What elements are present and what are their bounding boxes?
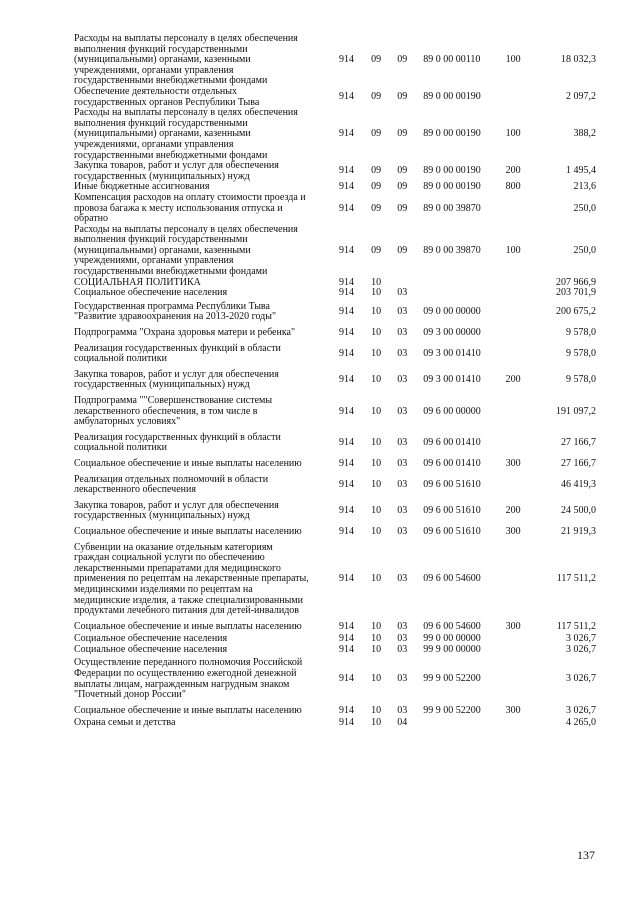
row-target-article-code: 89 0 00 00190	[423, 128, 481, 140]
row-name-text: Компенсация расходов на оплату стоимости проезда и провоза багажа к месту использования отпуска и обратно	[74, 191, 306, 225]
row-subsection-code: 04	[397, 717, 408, 729]
row-subsection-code: 03	[397, 327, 408, 339]
row-name-text: Подпрограмма "Охрана здоровья матери и ребенка"	[74, 327, 296, 339]
row-expense-type-code	[506, 288, 534, 299]
row-department-code: 914	[339, 717, 354, 729]
row-subsection-code: 03	[397, 704, 408, 716]
row-section-code: 10	[371, 633, 382, 645]
row-name	[74, 456, 339, 472]
row-department-code: 914	[339, 573, 354, 585]
row-name-text: Социальное обеспечение населения	[74, 287, 228, 299]
row-subsection-code: 09	[397, 202, 408, 214]
row-expense-type-code: 200	[505, 505, 521, 517]
row-amount: 388,2	[573, 128, 596, 140]
row-target-article-code: 09 6 00 51610	[423, 478, 481, 490]
row-name-text: Расходы на выплаты персоналу в целях обеспечения выполнения функций государственными (муниципальными) органами, казенными учреждениями, органами управления государственными внебюджетными фондами	[74, 223, 298, 278]
row-expense-type-code	[506, 393, 534, 430]
budget-table-body	[74, 34, 596, 729]
table-row	[74, 108, 596, 161]
row-amount: 24 500,0	[561, 505, 596, 517]
row-name-text: Обеспечение деятельности отдельных государственных органов Республики Тыва	[74, 85, 260, 108]
row-department-code: 914	[339, 244, 354, 256]
row-name	[74, 108, 339, 161]
row-name	[74, 393, 339, 430]
row-amount: 191 097,2	[556, 405, 596, 417]
row-section-code: 09	[371, 91, 382, 103]
row-target-article-code: 89 0 00 00110	[423, 54, 481, 66]
row-subsection-code: 03	[397, 306, 408, 318]
row-subsection-code: 03	[397, 287, 408, 299]
row-name-text: Расходы на выплаты персоналу в целях обеспечения выполнения функций государственными (муниципальными) органами, казенными учреждениями, органами управления государственными внебюджетными фондами	[74, 33, 298, 87]
row-name-text: Социальное обеспечение населения	[74, 643, 228, 655]
row-section-code: 10	[371, 573, 382, 585]
row-section-code: 10	[371, 327, 382, 339]
row-amount: 203 701,9	[556, 287, 596, 299]
row-subsection-code: 09	[397, 165, 408, 177]
table-row	[74, 193, 596, 225]
row-name	[74, 225, 339, 278]
row-section-code: 10	[371, 437, 382, 449]
row-department-code: 914	[339, 181, 354, 193]
row-name-text: Закупка товаров, работ и услуг для обеспечения государственных (муниципальных) нужд	[74, 160, 279, 182]
row-amount: 200 675,2	[556, 306, 596, 318]
row-section-code: 09	[371, 202, 382, 214]
row-amount: 46 419,3	[561, 478, 596, 490]
row-expense-type-code	[506, 634, 534, 645]
table-row	[74, 87, 596, 108]
row-subsection-code: 03	[397, 405, 408, 417]
row-amount: 117 511,2	[556, 620, 596, 632]
row-section-code: 10	[371, 287, 382, 299]
row-amount: 9 578,0	[566, 374, 596, 386]
row-section-code: 10	[371, 525, 382, 537]
row-target-article-code: 09 6 00 01410	[423, 437, 481, 449]
table-row	[74, 456, 596, 472]
row-target-article-code: 09 6 00 00000	[423, 405, 481, 417]
row-name-text: Социальное обеспечение и иные выплаты населению	[74, 525, 302, 537]
row-department-code: 914	[339, 478, 354, 490]
row-department-code: 914	[339, 620, 354, 632]
row-amount: 207 966,9	[556, 276, 596, 288]
row-name-text: Реализация государственных функций в области социальной политики	[74, 431, 281, 454]
row-name-text: Охрана семьи и детства	[74, 717, 176, 729]
row-department-code: 914	[339, 128, 354, 140]
table-row	[74, 225, 596, 278]
row-section-code: 10	[371, 457, 382, 469]
row-section-code: 10	[371, 478, 382, 490]
row-amount: 250,0	[573, 202, 596, 214]
row-department-code: 914	[339, 91, 354, 103]
row-name	[74, 193, 339, 225]
row-department-code: 914	[339, 643, 354, 655]
row-expense-type-code: 300	[505, 620, 521, 632]
row-subsection-code: 03	[397, 633, 408, 645]
row-department-code: 914	[339, 306, 354, 318]
row-name	[74, 524, 339, 540]
row-name-text: Закупка товаров, работ и услуг для обеспечения государственных (муниципальных) нужд	[74, 499, 279, 522]
row-section-code: 10	[371, 673, 382, 685]
row-name-text: СОЦИАЛЬНАЯ ПОЛИТИКА	[74, 276, 201, 288]
row-amount: 213,6	[573, 181, 596, 193]
row-expense-type-code	[506, 540, 534, 619]
row-expense-type-code	[506, 325, 534, 341]
table-row	[74, 619, 596, 635]
row-name-text: Государственная программа Республики Тыва "Развитие здравоохранения на 2013-2020 годы"	[74, 300, 277, 323]
table-row	[74, 367, 596, 393]
row-section-code: 09	[371, 181, 382, 193]
row-department-code: 914	[339, 347, 354, 359]
row-amount: 18 032,3	[561, 54, 596, 66]
row-name-text: Подпрограмма ""Совершенствование системы лекарственного обеспечения, в том числе в амбулаторных условиях"	[74, 395, 273, 428]
row-subsection-code: 03	[397, 643, 408, 655]
table-row	[74, 325, 596, 341]
row-department-code: 914	[339, 165, 354, 177]
row-subsection-code: 03	[397, 457, 408, 469]
row-amount: 9 578,0	[566, 347, 596, 359]
row-expense-type-code	[506, 655, 534, 702]
row-amount: 3 026,7	[566, 643, 596, 655]
row-target-article-code: 09 6 00 51610	[423, 525, 481, 537]
row-section-code: 09	[371, 165, 382, 177]
row-expense-type-code	[506, 430, 534, 456]
row-department-code: 914	[339, 437, 354, 449]
row-subsection-code: 09	[397, 54, 408, 66]
row-expense-type-code	[506, 645, 534, 656]
row-department-code: 914	[339, 202, 354, 214]
row-subsection-code: 03	[397, 478, 408, 490]
row-name-text: Иные бюджетные ассигнования	[74, 181, 210, 193]
row-name	[74, 367, 339, 393]
row-target-article-code: 89 0 00 39870	[423, 202, 481, 214]
table-row	[74, 540, 596, 619]
row-expense-type-code	[506, 278, 534, 289]
row-expense-type-code: 100	[505, 244, 521, 256]
row-department-code: 914	[339, 374, 354, 386]
row-name-text: Расходы на выплаты персоналу в целях обеспечения выполнения функций государственными (муниципальными) органами, казенными учреждениями, органами управления государственными внебюджетными фондами	[74, 107, 298, 161]
row-target-article-code: 99 9 00 52200	[423, 673, 481, 685]
row-section-code: 09	[371, 128, 382, 140]
row-target-article-code: 09 6 00 51610	[423, 505, 481, 517]
table-row	[74, 161, 596, 182]
row-name-text: Закупка товаров, работ и услуг для обеспечения государственных (муниципальных) нужд	[74, 368, 279, 391]
row-department-code: 914	[339, 633, 354, 645]
row-expense-type-code	[506, 193, 534, 225]
row-target-article-code: 09 3 00 00000	[423, 327, 481, 339]
row-section-code: 10	[371, 276, 382, 288]
row-name	[74, 341, 339, 367]
row-name-text: Социальное обеспечение и иные выплаты населению	[74, 704, 302, 716]
row-target-article-code: 89 0 00 00190	[423, 181, 481, 193]
row-expense-type-code: 300	[505, 704, 521, 716]
budget-table	[74, 34, 596, 729]
row-department-code: 914	[339, 457, 354, 469]
row-name	[74, 498, 339, 524]
row-name	[74, 430, 339, 456]
row-amount: 9 578,0	[566, 327, 596, 339]
page-number: 137	[577, 848, 595, 862]
row-amount: 3 026,7	[566, 704, 596, 716]
table-row	[74, 655, 596, 702]
row-subsection-code: 03	[397, 374, 408, 386]
row-expense-type-code	[506, 87, 534, 108]
row-subsection-code: 03	[397, 525, 408, 537]
row-expense-type-code: 800	[505, 181, 521, 193]
row-name-text: Социальное обеспечение населения	[74, 633, 228, 645]
row-department-code: 914	[339, 704, 354, 716]
row-expense-type-code	[506, 472, 534, 498]
row-target-article-code: 99 0 00 00000	[423, 633, 481, 645]
row-expense-type-code: 100	[505, 54, 521, 66]
row-name	[74, 619, 339, 635]
row-target-article-code: 89 0 00 00190	[423, 165, 481, 177]
row-amount: 21 919,3	[561, 525, 596, 537]
table-row	[74, 299, 596, 325]
row-expense-type-code	[506, 341, 534, 367]
row-name	[74, 325, 339, 341]
row-expense-type-code: 200	[505, 374, 521, 386]
table-row	[74, 718, 596, 729]
row-section-code: 10	[371, 347, 382, 359]
row-amount: 27 166,7	[561, 437, 596, 449]
row-amount: 250,0	[573, 244, 596, 256]
row-expense-type-code: 200	[505, 165, 521, 177]
row-name	[74, 161, 339, 182]
row-name-text: Реализация государственных функций в области социальной политики	[74, 342, 281, 365]
row-subsection-code: 09	[397, 128, 408, 140]
row-name-text: Реализация отдельных полномочий в области лекарственного обеспечения	[74, 473, 269, 496]
row-amount: 117 511,2	[556, 573, 596, 585]
table-row	[74, 288, 596, 299]
row-name	[74, 718, 339, 729]
table-row	[74, 703, 596, 719]
row-target-article-code	[423, 278, 505, 289]
row-section-code: 10	[371, 405, 382, 417]
row-section-code: 09	[371, 54, 382, 66]
table-row	[74, 393, 596, 430]
table-row	[74, 524, 596, 540]
row-subsection-code: 03	[397, 437, 408, 449]
row-department-code: 914	[339, 54, 354, 66]
table-row	[74, 472, 596, 498]
table-row	[74, 34, 596, 87]
row-name	[74, 472, 339, 498]
row-name	[74, 645, 339, 656]
row-subsection-code: 09	[397, 181, 408, 193]
row-section-code: 10	[371, 306, 382, 318]
row-section-code: 10	[371, 374, 382, 386]
row-department-code: 914	[339, 327, 354, 339]
row-target-article-code: 09 3 00 01410	[423, 374, 481, 386]
row-department-code: 914	[339, 673, 354, 685]
row-subsection-code: 03	[397, 505, 408, 517]
row-amount: 3 026,7	[566, 673, 596, 685]
row-subsection-code: 09	[397, 244, 408, 256]
row-target-article-code: 09 6 00 54600	[423, 620, 481, 632]
row-name	[74, 34, 339, 87]
row-subsection-code: 03	[397, 620, 408, 632]
row-subsection-code: 03	[397, 347, 408, 359]
row-subsection-code: 09	[397, 91, 408, 103]
row-target-article-code: 99 9 00 52200	[423, 704, 481, 716]
row-department-code: 914	[339, 276, 354, 288]
row-section-code: 10	[371, 643, 382, 655]
row-name	[74, 288, 339, 299]
row-amount: 4 265,0	[566, 717, 596, 729]
row-target-article-code	[423, 288, 505, 299]
row-expense-type-code: 300	[505, 457, 521, 469]
row-department-code: 914	[339, 287, 354, 299]
table-row	[74, 498, 596, 524]
row-target-article-code: 09 6 00 54600	[423, 573, 481, 585]
row-department-code: 914	[339, 505, 354, 517]
row-amount: 27 166,7	[561, 457, 596, 469]
row-expense-type-code: 100	[505, 128, 521, 140]
row-name	[74, 655, 339, 702]
row-expense-type-code: 300	[505, 525, 521, 537]
row-target-article-code: 09 6 00 01410	[423, 457, 481, 469]
row-target-article-code: 99 9 00 00000	[423, 643, 481, 655]
table-row	[74, 645, 596, 656]
row-department-code: 914	[339, 405, 354, 417]
row-expense-type-code	[506, 299, 534, 325]
row-target-article-code: 09 0 00 00000	[423, 306, 481, 318]
row-name	[74, 299, 339, 325]
row-subsection-code: 03	[397, 573, 408, 585]
row-section-code: 10	[371, 717, 382, 729]
row-name	[74, 87, 339, 108]
row-subsection-code: 03	[397, 673, 408, 685]
row-section-code: 09	[371, 244, 382, 256]
row-section-code: 10	[371, 704, 382, 716]
row-expense-type-code	[506, 718, 534, 729]
row-amount: 2 097,2	[566, 91, 596, 103]
row-name-text: Осуществление переданного полномочия Российской Федерации по осуществлению ежегодной денежной выплаты лицам, награжденным нагрудным знаком "Почетный донор России"	[74, 657, 303, 701]
row-name-text: Социальное обеспечение и иные выплаты населению	[74, 457, 302, 469]
row-name-text: Субвенции на оказание отдельным категориям граждан социальной услуги по обеспечению лекарственными препаратами для медицинского применения по рецептам на лекарственные препараты, медицинскими изделиями по рецептам на медицинские изделия, а также специализированными продуктами лечебного питания для детей-инвалидов	[74, 541, 309, 617]
row-target-article-code: 09 3 00 01410	[423, 347, 481, 359]
table-row	[74, 341, 596, 367]
row-amount: 3 026,7	[566, 633, 596, 645]
row-name-text: Социальное обеспечение и иные выплаты населению	[74, 620, 302, 632]
row-target-article-code: 89 0 00 00190	[423, 91, 481, 103]
row-department-code: 914	[339, 525, 354, 537]
row-section-code: 10	[371, 505, 382, 517]
row-name	[74, 703, 339, 719]
row-amount: 1 495,4	[566, 165, 596, 177]
row-target-article-code	[423, 718, 505, 729]
row-name	[74, 540, 339, 619]
table-row	[74, 430, 596, 456]
row-target-article-code: 89 0 00 39870	[423, 244, 481, 256]
row-section-code: 10	[371, 620, 382, 632]
